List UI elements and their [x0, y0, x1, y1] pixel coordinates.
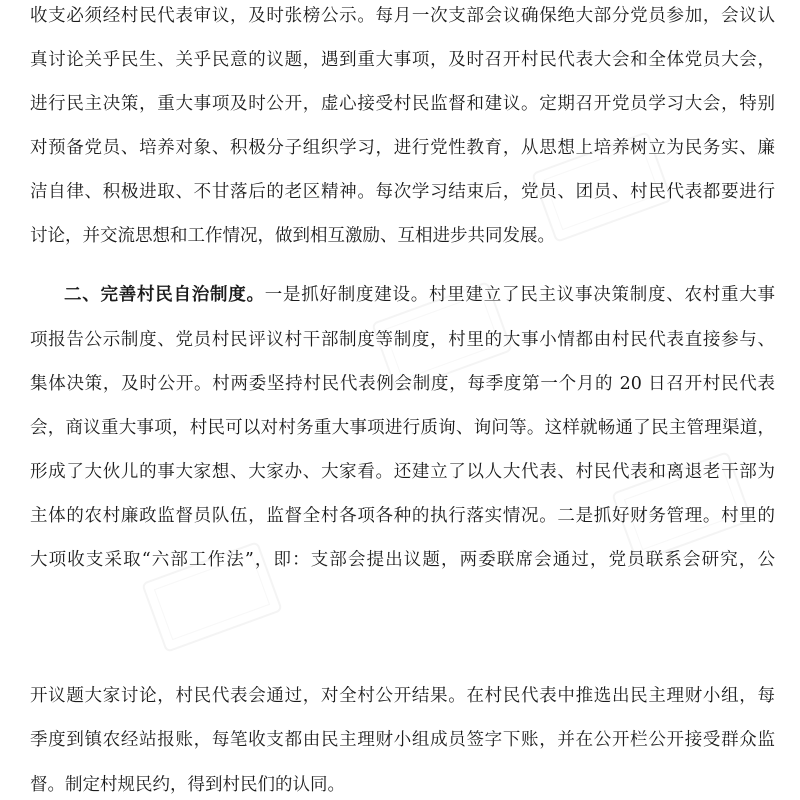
paragraph-line: 进行民主决策，重大事项及时公开，虚心接受村民监督和建议。定期召开党员学习大会，特别 [30, 94, 775, 114]
paragraph-line: 大项收支采取“六部工作法”，即：支部会提出议题，两委联席会通过，党员联系会研究，公 [30, 550, 775, 570]
paragraph-first-line [64, 283, 775, 307]
section-heading: 二、完善村民自治制度。 [64, 285, 265, 305]
paragraph-text: 一是抓好制度建设。村里建立了民主议事决策制度、农村重大事 [264, 285, 775, 305]
paragraph-line: 真讨论关乎民生、关乎民意的议题，遇到重大事项，及时召开村民代表大会和全体党员大会， [30, 50, 775, 70]
paragraph-line: 季度到镇农经站报账，每笔收支都由民主理财小组成员签字下账，并在公开栏公开接受群众监 [30, 730, 775, 750]
paragraph-line: 会，商议重大事项，村民可以对村务重大事项进行质询、询问等。这样就畅通了民主管理渠道， [30, 418, 775, 438]
paragraph-line: 收支必须经村民代表审议，及时张榜公示。每月一次支部会议确保绝大部分党员参加，会议认 [30, 6, 775, 26]
paragraph-line: 开议题大家讨论，村民代表会通过，对全村公开结果。在村民代表中推选出民主理财小组，每 [30, 686, 775, 706]
paragraph-line: 主体的农村廉政监督员队伍，监督全村各项各种的执行落实情况。二是抓好财务管理。村里的 [30, 506, 775, 526]
paragraph-line: 集体决策，及时公开。村两委坚持村民代表例会制度，每季度第一个月的 20 日召开村民代表 [30, 374, 775, 394]
paragraph-line: 项报告公示制度、党员村民评议村干部制度等制度，村里的大事小情都由村民代表直接参与、 [30, 330, 775, 350]
paragraph-line: 对预备党员、培养对象、积极分子组织学习，进行党性教育，从思想上培养树立为民务实、廉 [30, 138, 775, 158]
paragraph-line: 形成了大伙儿的事大家想、大家办、大家看。还建立了以人大代表、村民代表和离退老干部为 [30, 462, 775, 482]
paragraph-line: 洁自律、积极进取、不甘落后的老区精神。每次学习结束后，党员、团员、村民代表都要进行 [30, 182, 775, 202]
paragraph-line: 讨论，并交流思想和工作情况，做到相互激励、互相进步共同发展。 [30, 226, 555, 246]
paragraph-line: 督。制定村规民约，得到村民们的认同。 [30, 775, 345, 795]
